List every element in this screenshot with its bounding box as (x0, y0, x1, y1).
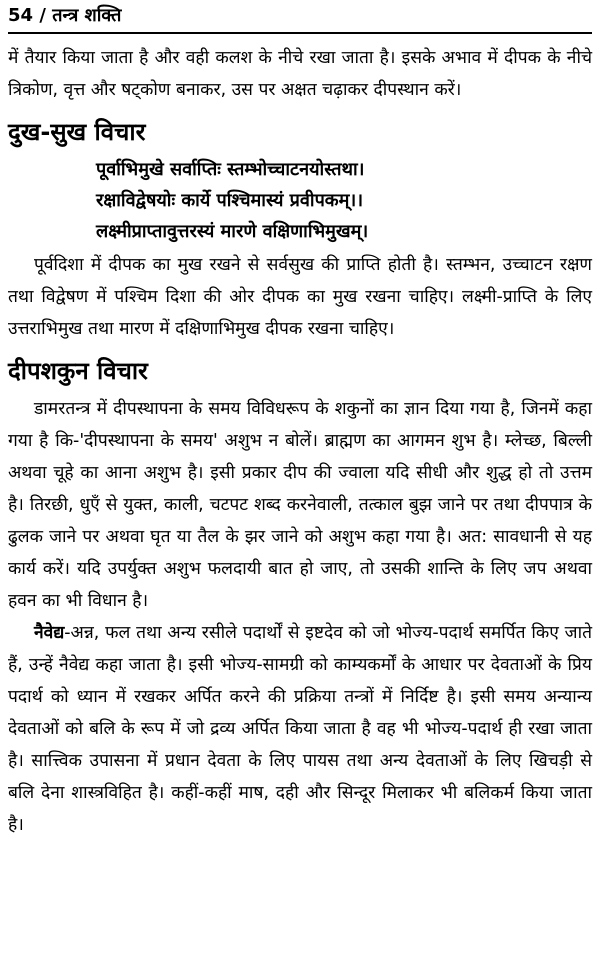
verse-line: रक्षाविद्वेषयोः कार्ये पश्चिमास्यं प्रवीपकम्।। (96, 190, 364, 211)
book-title: तन्त्र शक्ति (52, 5, 122, 26)
verse-line: पूर्वाभिमुखे सर्वाप्तिः स्तम्भोच्चाटनयोस्तथा। (96, 159, 365, 180)
intro-paragraph: में तैयार किया जाता है और वही कलश के नीचे रखा जाता है। इसके अभाव में दीपक के नीचे त्रिकोण, वृत्त और षट्कोण बनाकर, उस पर अक्षत चढ़ाकर दीपस्थान करें। (8, 48, 592, 100)
deepshakun-paragraph: डामरतन्त्र में दीपस्थापना के समय विविधरूप के शकुनों का ज्ञान दिया गया है, जिनमें कहा गया है कि-'दीपस्थापना के समय' अशुभ न बोलें। ब्राह्मण का आगमन शुभ है। म्लेच्छ, बिल्ली अथवा चूहे का आना अशुभ है। इसी प्रकार दीप की ज्वाला यदि सीधी और शुद्ध हो तो उत्तम है। तिरछी, धुएँ से युक्त, काली, चटपट शब्द करनेवाली, तत्काल बुझ जाने पर तथा दीपपात्र के ढुलक जाने पर अथवा घृत या तैल के झर जाने को अशुभ कहा गया है। अत: सावधानी से यह कार्य करें। यदि उपर्युक्त अशुभ फलदायी बात हो जाए, तो उसकी शान्ति के लिए जप अथवा हवन का भी विधान है। (8, 399, 592, 611)
header-separator: / (39, 5, 46, 26)
verse-line: लक्ष्मीप्राप्तावुत्तरस्यं मारणे वक्षिणाभिमुखम्। (96, 221, 369, 242)
naivedya-paragraph (8, 617, 592, 841)
naivedya-term: नैवेद्य (34, 623, 65, 643)
naivedya-text: -अन्न, फल तथा अन्य रसीले पदार्थों से इष्टदेव को जो भोज्य-पदार्थ समर्पित किए जाते हैं, उन्हें नैवेद्य कहा जाता है। इसी भोज्य-सामग्री को काम्यकर्मों के आधार पर देवताओं के प्रिय पदार्थ को ध्यान में रखकर अर्पित करने की प्रक्रिया तन्त्रों में निर्दिष्ट है। इसी समय अन्यान्य देवताओं को बलि के रूप में जो द्रव्य अर्पित किया जाता है वह भी भोज्य-पदार्थ ही रखा जाता है। सात्त्विक उपासना में प्रधान देवता के लिए पायस तथा अन्य देवताओं के लिए खिचड़ी से बलि देना शास्त्रविहित है। कहीं-कहीं माष, दही और सिन्दूर मिलाकर भी बलिकर्म किया जाता है। (8, 623, 592, 835)
page-header (8, 4, 592, 34)
sanskrit-verse (96, 154, 592, 247)
section-heading-deepshakun: दीपशकुन विचार (8, 357, 148, 385)
page-number: 54 (8, 5, 34, 26)
section-heading-dukh-sukh: दुख-सुख विचार (8, 118, 146, 146)
dukh-sukh-paragraph: पूर्वदिशा में दीपक का मुख रखने से सर्वसुख की प्राप्ति होती है। स्तम्भन, उच्चाटन रक्षण तथा विद्वेषण में पश्चिम दिशा की ओर दीपक का मुख रखना चाहिए। लक्ष्मी-प्राप्ति के लिए उत्तराभिमुख तथा मारण में दक्षिणाभिमुख दीपक रखना चाहिए। (8, 255, 592, 339)
